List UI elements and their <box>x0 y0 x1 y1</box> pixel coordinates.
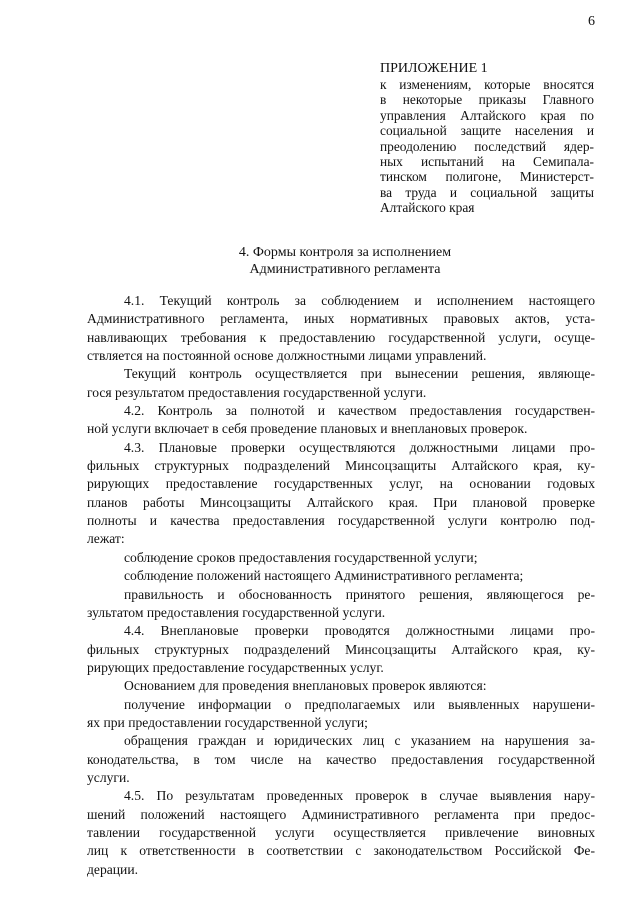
body-line: 4.1. Текущий контроль за соблюдением и исполнением настоящего <box>124 293 595 308</box>
body-line: конодательства, в том числе на качество предоставления государственной <box>87 751 595 767</box>
appendix-line: к изменениям, которые вносятся <box>380 77 594 92</box>
appendix-header <box>380 60 594 216</box>
appendix-line: ных испытаний на Семипала- <box>380 154 594 170</box>
body-line: лежат: <box>87 531 125 547</box>
body-line: тавлении государственной услуги осуществляется привлечение виновных <box>87 824 595 840</box>
body-line: ной услуги включает в себя проведение плановых и внеплановых проверок. <box>87 421 528 437</box>
body-line: соблюдение положений настоящего Административного регламента; <box>124 568 524 584</box>
body-line: услуги. <box>87 769 130 785</box>
body-line: планов работы Минсоцзащиты Алтайского края. При плановой проверке <box>87 494 595 510</box>
appendix-line: в некоторые приказы Главного <box>380 92 594 108</box>
body-line: полноты и качества предоставления государственной услуги контролю под- <box>87 513 595 529</box>
body-line: 4.2. Контроль за полнотой и качеством предоставления государствен- <box>124 403 595 419</box>
body-line: рирующих предоставление государственных услуг, на основании годовых <box>87 476 595 492</box>
body-line: фильных структурных подразделений Минсоцзащиты Алтайского края, ку- <box>87 458 595 474</box>
section-title <box>100 244 590 278</box>
body-line: ствляется на постоянной основе должностными лицами управлений. <box>87 348 487 364</box>
body-line: Административного регламента, иных нормативных правовых актов, уста- <box>87 311 595 327</box>
body-line: правильность и обоснованность принятого решения, являющегося ре- <box>124 586 595 602</box>
appendix-line: преодолению последствий ядер- <box>380 138 594 154</box>
body-line: 4.5. По результатам проведенных проверок в случае выявления нару- <box>124 788 595 804</box>
body-line: фильных структурных подразделений Минсоцзащиты Алтайского края, ку- <box>87 641 595 657</box>
body-line: гося результатом предоставления государственной услуги. <box>87 384 427 400</box>
appendix-line: Алтайского края <box>380 200 475 216</box>
body-line: рирующих предоставление государственных услуг. <box>87 659 384 675</box>
body-line: 4.4. Внеплановые проверки проводятся должностными лицами про- <box>124 623 595 639</box>
body-line: шений положений настоящего Административного регламента при предос- <box>87 806 595 822</box>
body-line: лиц к ответственности в соответствии с законодательством Российской Фе- <box>87 843 595 859</box>
body-line: дерации. <box>87 861 139 877</box>
body-line: получение информации о предполагаемых или выявленных нарушени- <box>124 696 595 712</box>
body-line: Текущий контроль осуществляется при вынесении решения, являюще- <box>124 366 595 382</box>
body-text <box>87 292 595 879</box>
body-line: обращения граждан и юридических лиц с указанием на нарушения за- <box>124 733 595 749</box>
section-title-line-1: 4. Формы контроля за исполнением <box>238 245 452 260</box>
appendix-line: ва труда и социальной защиты <box>380 184 594 200</box>
appendix-line: тинском полигоне, Министерст- <box>380 169 594 185</box>
body-line: ях при предоставлении государственной услуги; <box>87 714 368 730</box>
appendix-line: управления Алтайского края по <box>380 107 594 123</box>
section-title-line-2: Административного регламента <box>249 262 441 277</box>
body-line: соблюдение сроков предоставления государственной услуги; <box>124 549 478 565</box>
page-number: 6 <box>588 14 595 29</box>
body-line: навливающих требования к предоставлению государственной услуги, осуще- <box>87 329 595 345</box>
appendix-line: социальной защите населения и <box>380 123 594 139</box>
body-line: зультатом предоставления государственной услуги. <box>87 604 386 620</box>
body-line: 4.3. Плановые проверки осуществляются должностными лицами про- <box>124 439 595 455</box>
appendix-title: ПРИЛОЖЕНИЕ 1 <box>380 61 488 76</box>
body-line: Основанием для проведения внеплановых проверок являются: <box>124 678 487 694</box>
